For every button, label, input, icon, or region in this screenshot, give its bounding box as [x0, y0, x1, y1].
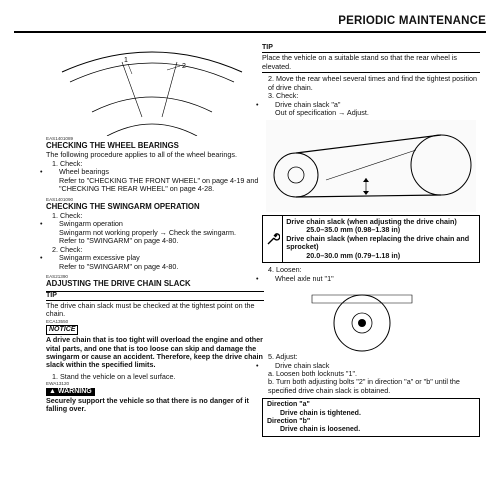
bullet: • Wheel axle nut "1"	[262, 275, 480, 283]
step: 4. Loosen:	[268, 265, 302, 275]
spec-value: 25.0–35.0 mm (0.98–1.38 in)	[306, 225, 401, 235]
section-code: EAS1401090	[46, 196, 74, 202]
notice-text: A drive chain that is too tight will overload the engine and other vital parts, and one that is too loose can skip and damage the swingarm or cause an accident. Therefore, keep the drive chain slack within the specified limits.	[46, 335, 263, 370]
figure-label-2: 2	[182, 63, 186, 70]
paragraph: Out of specification → Adjust.	[275, 108, 369, 118]
step: 3. Check:	[268, 91, 299, 101]
bullet: • Wheel bearings	[46, 168, 264, 176]
step: 1. Stand the vehicle on a level surface.	[52, 371, 176, 381]
warning-text: Securely support the vehicle so that there is no danger of it falling over.	[46, 395, 249, 414]
step: 1. Check:	[52, 210, 83, 220]
bullet: • Swingarm operation	[46, 220, 264, 228]
header-rule	[14, 31, 486, 33]
bullet: • Swingarm excessive play	[46, 254, 264, 262]
step: 1. Check:	[52, 158, 83, 168]
wheel-bearing-figure	[52, 42, 252, 136]
bullet: • Drive chain slack	[262, 362, 480, 370]
axle-nut-figure	[292, 285, 432, 353]
notice-badge: NOTICE	[46, 325, 78, 335]
reference: Refer to "SWINGARM" on page 4-80.	[59, 236, 179, 246]
spec-box	[262, 215, 480, 263]
direction-b-label: Direction "b"	[267, 417, 311, 425]
reference: Refer to "SWINGARM" on page 4-80.	[59, 261, 179, 271]
right-column	[262, 42, 480, 437]
direction-box	[262, 398, 480, 437]
bullet: • Drive chain slack "a"	[262, 101, 480, 109]
step: 5. Adjust:	[268, 352, 298, 362]
page-title: PERIODIC MAINTENANCE	[338, 15, 486, 27]
tip-label: TIP	[262, 44, 480, 53]
figure-label-1: 1	[124, 57, 128, 64]
spec-title: Drive chain slack (when adjusting the drive chain)	[286, 216, 457, 226]
section-heading: CHECKING THE WHEEL BEARINGS	[46, 141, 179, 151]
substep: b. Turn both adjusting bolts "2" in direction "a" or "b" until the specified drive chain slack is obtained.	[268, 377, 460, 395]
spec-value: 20.0–30.0 mm (0.79–1.18 in)	[306, 250, 401, 260]
tip-text: The drive chain slack must be checked at the tightest point on the chain.	[46, 300, 255, 319]
warning-label: WARNING	[57, 387, 92, 395]
direction-a-text: Drive chain is tightened.	[280, 409, 361, 417]
spec-title: Drive chain slack (when replacing the drive chain and sprocket)	[286, 233, 470, 252]
section-heading: ADJUSTING THE DRIVE CHAIN SLACK	[46, 279, 191, 289]
direction-b-text: Drive chain is loosened.	[280, 426, 361, 434]
reference: Refer to "CHECKING THE FRONT WHEEL" on page 4-19 and "CHECKING THE REAR WHEEL" on page 4-28.	[59, 175, 259, 194]
step: 2. Check:	[52, 244, 83, 254]
tip-label: TIP	[46, 291, 264, 301]
section-code: EAS1401089	[46, 136, 74, 141]
section-code: EAS21390	[46, 274, 68, 280]
warning-badge: ▲ WARNING	[46, 388, 95, 396]
notice-code: ECA13550	[46, 318, 69, 324]
paragraph: The following procedure applies to all of the wheel bearings.	[46, 150, 237, 160]
drive-chain-slack-figure	[266, 120, 476, 212]
paragraph: Swingarm not working properly → Check the swingarm.	[59, 227, 236, 237]
wrench-icon	[263, 216, 283, 262]
warning-code: EWA13120	[46, 381, 70, 387]
direction-a-label: Direction "a"	[267, 401, 310, 409]
tip-text: Place the vehicle on a suitable stand so that the rear wheel is elevated.	[262, 54, 480, 73]
step: 2. Move the rear wheel several times and find the tightest position of drive chain.	[268, 74, 477, 92]
substep: a. Loosen both locknuts "1".	[268, 369, 358, 378]
left-column	[46, 42, 264, 414]
section-heading: CHECKING THE SWINGARM OPERATION	[46, 201, 200, 211]
